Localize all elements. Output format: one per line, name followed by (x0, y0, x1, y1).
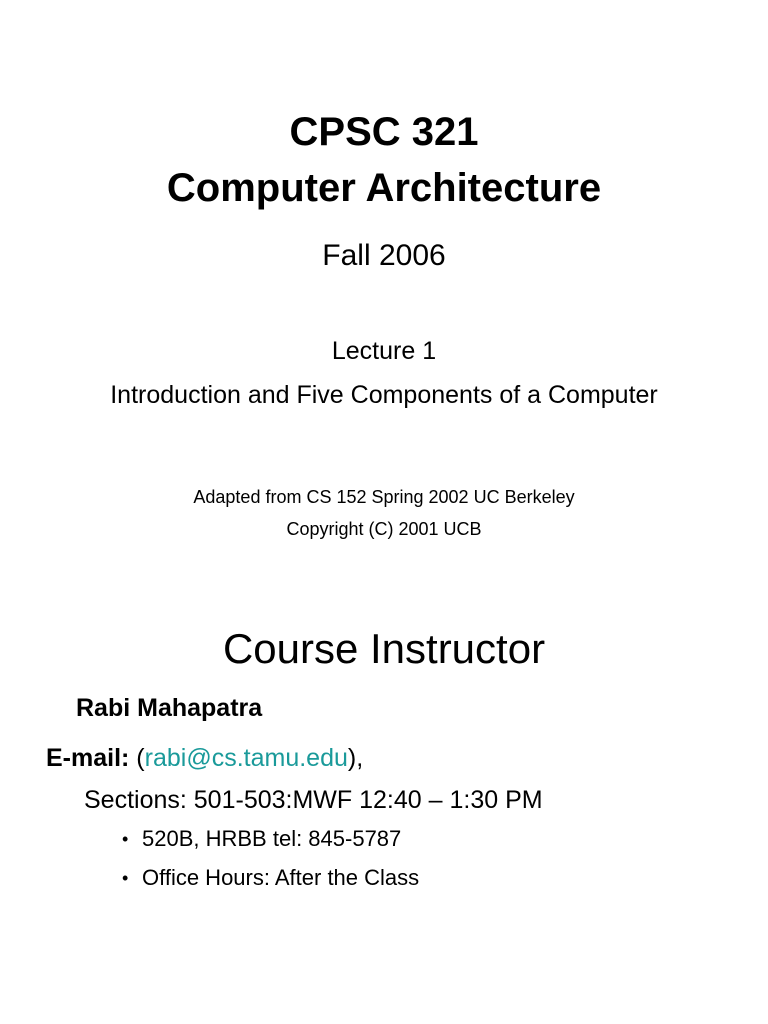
course-code-title: CPSC 321 (289, 110, 479, 154)
lecture-number: Lecture 1 (331, 337, 437, 365)
bullet-dot-icon: • (122, 829, 129, 849)
email-close-paren: ), (347, 744, 364, 772)
course-name-title: Computer Architecture (166, 166, 602, 210)
lecture-topic: Introduction and Five Components of a Computer (110, 381, 658, 409)
email-line (46, 742, 363, 774)
instructor-name: Rabi Mahapatra (76, 694, 263, 722)
office-hours-item (122, 864, 419, 892)
adapted-from-credit: Adapted from CS 152 Spring 2002 UC Berkeley (193, 487, 575, 507)
email-label: E-mail: (46, 744, 130, 772)
term-label: Fall 2006 (322, 239, 446, 272)
sections-schedule: Sections: 501-503:MWF 12:40 – 1:30 PM (84, 786, 543, 814)
bullet-dot-icon: • (122, 868, 129, 888)
copyright-notice: Copyright (C) 2001 UCB (286, 519, 482, 539)
course-instructor-heading: Course Instructor (222, 625, 546, 672)
email-open-paren: ( (129, 744, 145, 772)
office-hours-text: Office Hours: After the Class (142, 865, 420, 890)
email-link[interactable]: rabi@cs.tamu.edu (144, 744, 348, 772)
office-location-item (122, 825, 401, 853)
office-location-text: 520B, HRBB tel: 845-5787 (142, 826, 402, 851)
